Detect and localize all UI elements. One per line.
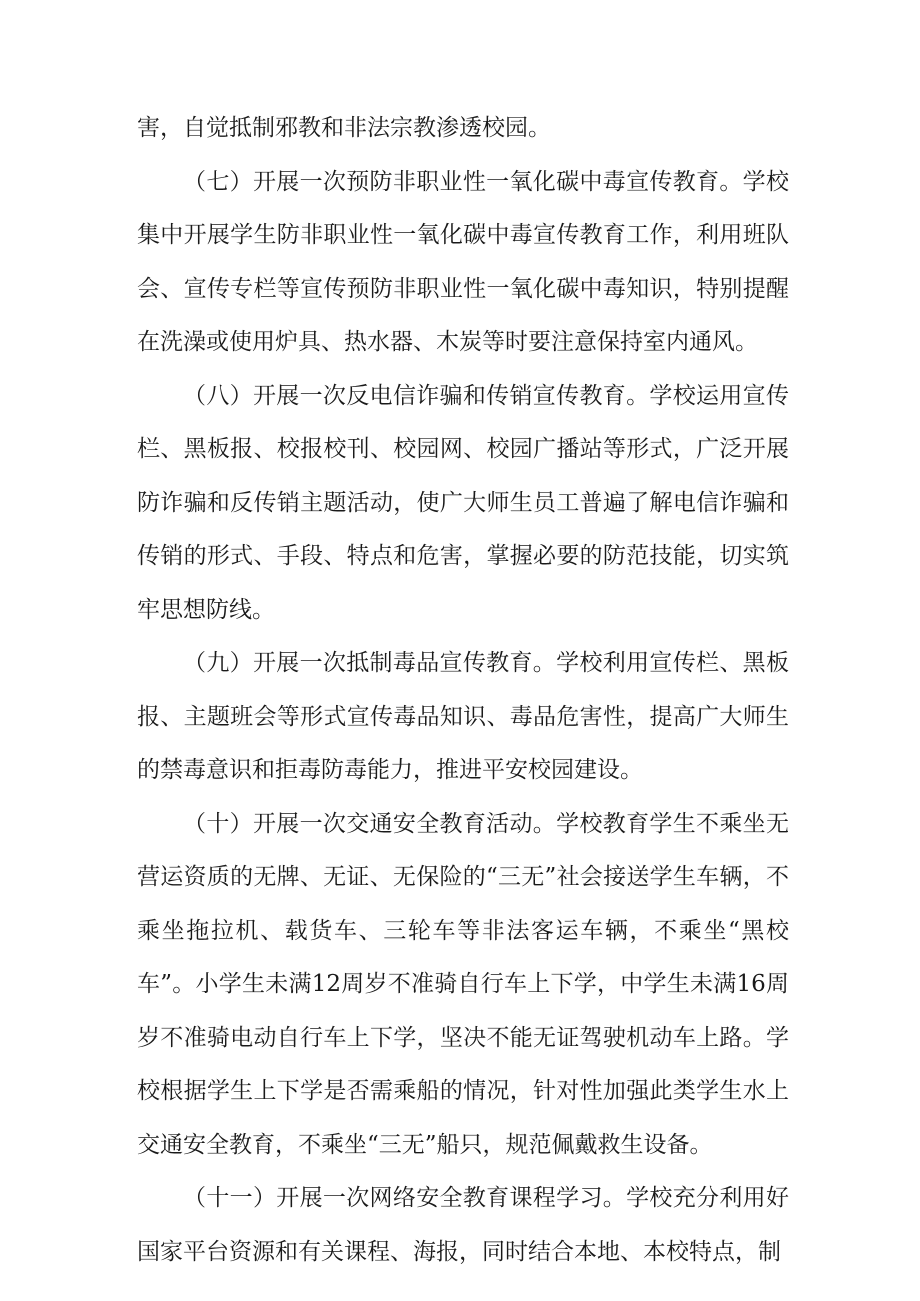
document-body [137, 102, 789, 1279]
paragraph-item-8-telecom-fraud: （八）开展一次反电信诈骗和传销宣传教育。学校运用宣传栏、黑板报、校报校刊、校园网、校园广播站等形式，广泛开展防诈骗和反传销主题活动，使广大师生员工普遍了解电信诈骗和传销的形式、手段、特点和危害，掌握必要的防范技能，切实筑牢思想防线。 [137, 382, 789, 623]
paragraph-continuation: 害，自觉抵制邪教和非法宗教渗透校园。 [137, 115, 551, 141]
paragraph-item-9-anti-drug: （九）开展一次抵制毒品宣传教育。学校利用宣传栏、黑板报、主题班会等形式宣传毒品知识、毒品危害性，提高广大师生的禁毒意识和拒毒防毒能力，推进平安校园建设。 [137, 650, 789, 783]
paragraph-item-10-traffic-safety: （十）开展一次交通安全教育活动。学校教育学生不乘坐无营运资质的无牌、无证、无保险的“三无”社会接送学生车辆，不乘坐拖拉机、载货车、三轮车等非法客运车辆，不乘坐“黑校车”。小学生未满12周岁不准骑自行车上下学，中学生未满16周岁不准骑电动自行车上下学，坚决不能无证驾驶机动车上路。学校根据学生上下学是否需乘船的情况，针对性加强此类学生水上交通安全教育，不乘坐“三无”船只，规范佩戴救生设备。 [137, 810, 789, 1158]
paragraph-item-7-carbon-monoxide: （七）开展一次预防非职业性一氧化碳中毒宣传教育。学校集中开展学生防非职业性一氧化碳中毒宣传教育工作，利用班队会、宣传专栏等宣传预防非职业性一氧化碳中毒知识，特别提醒在洗澡或使用炉具、热水器、木炭等时要注意保持室内通风。 [137, 168, 789, 355]
paragraph-item-11-network-safety: （十一）开展一次网络安全教育课程学习。学校充分利用好国家平台资源和有关课程、海报，同时结合本地、本校特点，制 [137, 1185, 789, 1265]
